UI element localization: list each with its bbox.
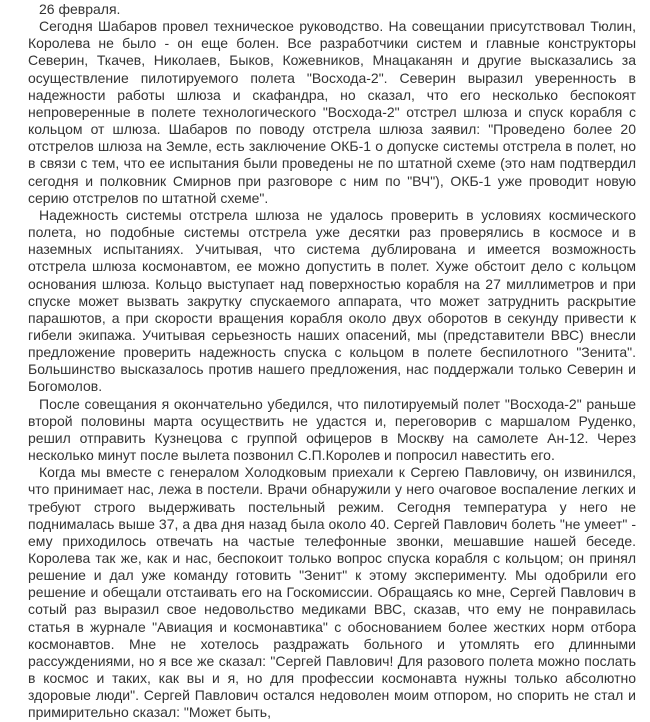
paragraph-technical-meeting: Сегодня Шабаров провел техническое руководство. На совещании присутствовал Тюлин, Королева не было - он еще болен. Все разработчики систем и главные конструкторы Северин, Ткачев, Николаев, Быков, Кожевников, Мнацаканян и другие высказались за осуществление пилотируемого полета "Восхода-2". Северин выразил уверенность в надежности работы шлюза и скафандра, но сказал, что его несколько беспокоят непроверенные в полете технологического "Восхода-2" отстрел шлюза и спуск корабля с кольцом от шлюза. Шабаров по поводу отстрела шлюза заявил: "Проведено более 20 отстрелов шлюза на Земле, есть заключение ОКБ-1 о допуске системы отстрела в полет, но в связи с тем, что ее испытания были проведены не по штатной схеме (это нам подтвердил сегодня и полковник Смирнов при разговоре с ним по "ВЧ"), ОКБ-1 уже проводит новую серию отстрелов по штатной схеме". [28,18,636,206]
paragraph-airlock-reliability: Надежность системы отстрела шлюза не удалось проверить в условиях космического полета, но подобные системы отстрела уже десятки раз проверялись в космосе и в наземных испытаниях. Учитывая, что система дублирована и имеется возможность отстрела шлюза космонавтом, ее можно допустить в полет. Хуже обстоит дело с кольцом основания шлюза. Кольцо выступает над поверхностью корабля на 27 миллиметров и при спуске может вызвать закрутку спускаемого аппарата, что может затруднить раскрытие парашютов, а при скорости вращения корабля около двух оборотов в секунду привести к гибели экипажа. Учитывая серьезность наших опасений, мы (представители ВВС) внесли предложение проверить надежность спуска с кольцом в полете беспилотного "Зенита". Большинство высказалось против нашего предложения, нас поддержали только Северин и Богомолов. [28,206,636,395]
paragraph-korolev-visit: Когда мы вместе с генералом Холодковым приехали к Сергею Павловичу, он извинился, что принимает нас, лежа в постели. Врачи обнаружили у него очаговое воспаление легких и требуют строго выдерживать постельный режим. Сегодня температура у него не поднималась выше 37, а два дня назад была около 40. Сергей Павлович болеть "не умеет" - ему приходилось отвечать на частые телефонные звонки, мешавшие нашей беседе. Королева так же, как и нас, беспокоит только вопрос спуска корабля с кольцом; он принял решение и дал уже команду готовить "Зенит" к этому эксперименту. Мы одобрили его решение и обещали отстаивать его на Госкомиссии. Обращаясь ко мне, Сергей Павлович в сотый раз выразил свое недовольство медиками ВВС, сказав, что ему не понравилась статья в журнале "Авиация и космонавтика" с обоснованием более жестких норм отбора космонавтов. Мне не хотелось раздражать больного и утомлять его длинными рассуждениями, но я все же сказал: "Сергей Павлович! Для разового полета можно послать в космос и таких, как вы и я, но для профессии космонавта нужны только абсолютно здоровые люди". Сергей Павлович остался недоволен моим отпором, но спорить не стал и примирительно сказал: "Может быть, [28,464,636,721]
paragraph-flight-postponed: После совещания я окончательно убедился, что пилотируемый полет "Восхода-2" раньше второй половины марта осуществить не удастся и, переговорив с маршалом Руденко, решил отправить Кузнецова с группой офицеров в Москву на самолете Ан-12. Через несколько минут после вылета позвонил С.П.Королев и попросил навестить его. [28,395,636,464]
date-heading: 26 февраля. [39,1,121,17]
